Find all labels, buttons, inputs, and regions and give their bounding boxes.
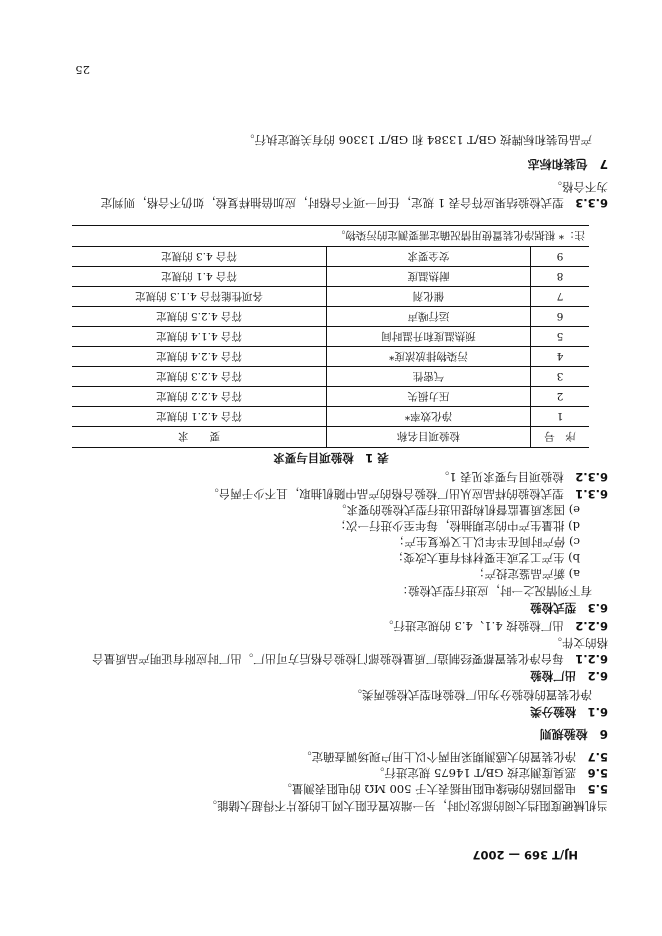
section-5-6 xyxy=(373,765,608,780)
row-serial: 5 xyxy=(531,327,589,347)
continuation-paragraph: 当机械硬度阻挡大阅的部发闪时，另一端放置在阻大网上的拨片不得超大储能。 xyxy=(205,799,608,813)
row-serial: 3 xyxy=(531,367,589,387)
list-item-a: a) 新产品鉴定投产； xyxy=(473,567,580,581)
clause-6-3-1 xyxy=(207,486,608,501)
section-number: 6.3 xyxy=(587,601,608,615)
row-serial: 6 xyxy=(531,307,589,327)
clause-number: 6.2.2 xyxy=(575,619,608,633)
section-number: 5.5 xyxy=(587,782,608,796)
section-number: 6.2 xyxy=(587,669,608,683)
row-serial: 1 xyxy=(531,407,589,427)
section-title: 出厂检验 xyxy=(530,669,577,683)
table-row xyxy=(72,247,589,267)
table-row xyxy=(72,367,589,387)
row-requirement: 各项性能符合 4.1.3 的规定 xyxy=(72,287,327,307)
table-row xyxy=(72,307,589,327)
chapter-7-title: 7 包装和标志 xyxy=(527,157,608,171)
row-serial: 7 xyxy=(531,287,589,307)
list-item-d: d) 批量生产中的定期抽检，每年至少进行一次； xyxy=(334,519,580,533)
clause-6-3-3 xyxy=(101,195,608,210)
clause-number: 6.3.2 xyxy=(575,470,608,484)
row-serial: 9 xyxy=(531,247,589,267)
list-item-b: b) 生产工艺或主要材料有重大改变； xyxy=(391,551,580,565)
row-item: 压力损失 xyxy=(327,387,531,407)
clause-6-2-1-continued: 格的文件。 xyxy=(550,636,608,650)
clause-number: 6.3.1 xyxy=(575,487,608,501)
row-item: 耐热温度 xyxy=(327,267,531,287)
section-text: 电器回路的绝缘电阻用摇表大于 500 MΩ 的电阻表测量。 xyxy=(280,782,577,796)
table-row xyxy=(72,327,589,347)
section-6-1-heading xyxy=(530,704,608,719)
clause-6-3-3-continued: 为不合格。 xyxy=(550,180,608,194)
table-note: 注：* 根据净化装置使用情况确定需要测定的污染物。 xyxy=(72,226,589,247)
clause-text: 型式检验的样品应从出厂检验合格的产品中随机抽取，且不少于两台。 xyxy=(207,487,564,501)
table-row xyxy=(72,387,589,407)
row-item: 净化效率* xyxy=(327,407,531,427)
section-5-5 xyxy=(280,781,608,796)
chapter-6-title: 6 检验规则 xyxy=(539,727,608,741)
row-requirement: 符合 4.2.5 的规定 xyxy=(72,307,327,327)
table-caption: 表 1 检验项目与要求 xyxy=(273,451,389,465)
section-title: 型式检验 xyxy=(530,601,577,615)
list-item-c: c) 停产时间在半年以上又恢复生产； xyxy=(392,535,580,549)
section-number: 5.7 xyxy=(587,750,608,764)
section-6-1-text: 净化装置的检验分为出厂检验和型式检验两类。 xyxy=(350,688,592,702)
row-requirement: 符合 4.3 的规定 xyxy=(72,247,327,267)
row-requirement: 符合 4.2.1 的规定 xyxy=(72,407,327,427)
header-item-name: 检验项目名称 xyxy=(327,427,531,448)
section-6-3-heading xyxy=(530,600,608,615)
section-5-7 xyxy=(300,749,608,764)
row-requirement: 符合 4.2.3 的规定 xyxy=(72,367,327,387)
row-item: 污染物排放浓度* xyxy=(327,347,531,367)
row-serial: 2 xyxy=(531,387,589,407)
row-item: 运行噪声 xyxy=(327,307,531,327)
list-item-e: e) 国家质量监督机构提出进行型式检验的要求。 xyxy=(335,503,580,517)
table-note-row xyxy=(72,226,589,247)
row-item: 气密性 xyxy=(327,367,531,387)
clause-text: 出厂检验按 4.1、4.3 的规定进行。 xyxy=(381,619,564,633)
inspection-table xyxy=(72,225,589,448)
table-row xyxy=(72,287,589,307)
section-number: 5.6 xyxy=(587,766,608,780)
header-serial: 序 号 xyxy=(531,427,589,448)
row-item: 预热温度和升温时间 xyxy=(327,327,531,347)
clause-text: 每台净化装置都要经制造厂质量检验部门检验合格后方可出厂。出厂时应附有证明产品质量合 xyxy=(92,652,564,666)
row-serial: 4 xyxy=(531,347,589,367)
section-number: 6.1 xyxy=(587,705,608,719)
clause-6-3-2 xyxy=(438,469,608,484)
section-6-3-intro: 有下列情况之一时，应进行型式检验： xyxy=(396,584,592,598)
table-row xyxy=(72,407,589,427)
clause-number: 6.3.3 xyxy=(575,196,608,210)
table-row xyxy=(72,267,589,287)
section-6-2-heading xyxy=(530,668,608,683)
clause-number: 6.2.1 xyxy=(575,652,608,666)
section-text: 净化装置的大感测期采用两个以上用户现场调查确定。 xyxy=(300,750,577,764)
clause-6-2-1 xyxy=(92,651,608,666)
header-requirement: 要 求 xyxy=(72,427,327,448)
table-header-row xyxy=(72,427,589,448)
table-row xyxy=(72,347,589,367)
clause-text: 型式检验结果应符合表 1 规定，任何一项不合格时，应加倍抽样复检，如仍不合格，则判定 xyxy=(100,196,564,210)
row-item: 安全要求 xyxy=(327,247,531,267)
page-number: 25 xyxy=(75,63,90,77)
row-requirement: 符合 4.2.4 的规定 xyxy=(72,347,327,367)
row-item: 催化剂 xyxy=(327,287,531,307)
row-requirement: 符合 4.1.4 的规定 xyxy=(72,327,327,347)
clause-6-2-2 xyxy=(382,618,608,633)
chapter-7-text: 产品包装和标牌按 GB/T 13384 和 GB/T 13306 的有关规定执行。 xyxy=(243,133,592,147)
clause-text: 检验项目与要求见表 1。 xyxy=(437,470,564,484)
section-text: 恶臭度测定按 GB/T 14675 规定进行。 xyxy=(372,766,577,780)
standard-code-header: HJ/T 369 — 2007 xyxy=(472,848,578,862)
row-requirement: 符合 4.1 的规定 xyxy=(72,267,327,287)
row-serial: 8 xyxy=(531,267,589,287)
row-requirement: 符合 4.2.2 的规定 xyxy=(72,387,327,407)
section-title: 检验分类 xyxy=(530,705,577,719)
